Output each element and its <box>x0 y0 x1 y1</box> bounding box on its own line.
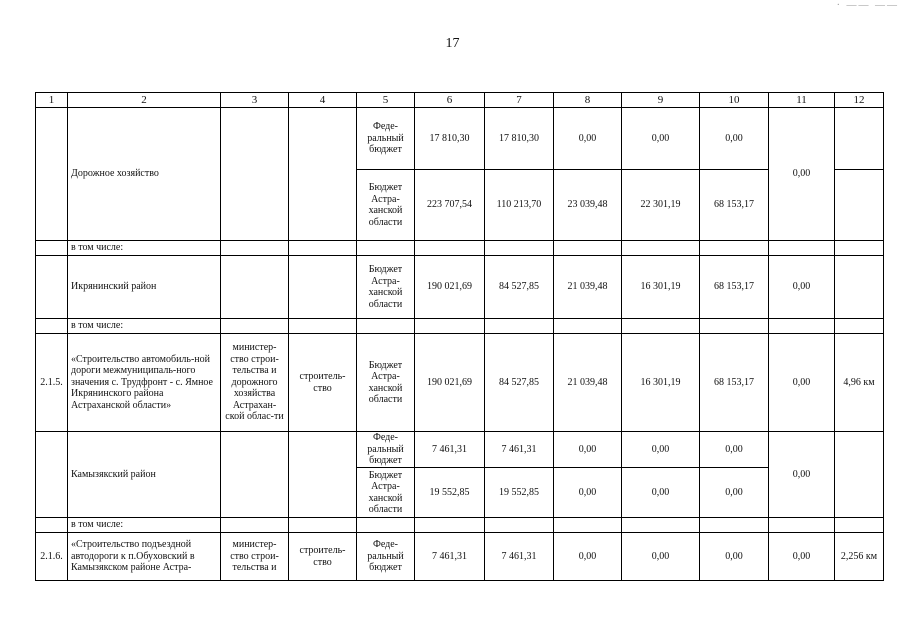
value-cell: 21 039,48 <box>554 256 622 319</box>
value-cell: 7 461,31 <box>485 533 554 581</box>
funding-source: Бюджет Астра-ханской области <box>357 468 415 518</box>
value-cell: 17 810,30 <box>415 108 485 170</box>
header-cell: 7 <box>485 93 554 108</box>
value-cell: 0,00 <box>769 256 835 319</box>
value-cell: 0,00 <box>622 533 700 581</box>
page-number: 17 <box>445 36 460 51</box>
table-row <box>36 533 884 581</box>
value-cell: 7 461,31 <box>415 533 485 581</box>
value-cell: 21 039,48 <box>554 334 622 432</box>
value-cell: 0,00 <box>622 432 700 468</box>
value-cell: 0,00 <box>769 108 835 241</box>
funding-source: Бюджет Астра-ханской области <box>357 334 415 432</box>
section-name: Дорожное хозяйство <box>68 108 221 241</box>
header-cell: 10 <box>700 93 769 108</box>
header-cell: 4 <box>289 93 357 108</box>
value-cell: 0,00 <box>622 468 700 518</box>
table-row <box>36 319 884 334</box>
value-cell: 7 461,31 <box>415 432 485 468</box>
table-row <box>36 334 884 432</box>
value-cell: 0,00 <box>769 432 835 518</box>
value-cell: 0,00 <box>554 533 622 581</box>
funding-source: Феде-ральный бюджет <box>357 533 415 581</box>
value-cell: 0,00 <box>769 334 835 432</box>
table-row <box>36 241 884 256</box>
district-name: Камызякский район <box>68 432 221 518</box>
length-cell: 2,256 км <box>835 533 884 581</box>
value-cell: 0,00 <box>700 533 769 581</box>
corner-marks: · —— —— <box>836 0 899 11</box>
value-cell: 0,00 <box>554 468 622 518</box>
funding-source: Феде-ральный бюджет <box>357 432 415 468</box>
value-cell: 68 153,17 <box>700 334 769 432</box>
executor: министер-ство строи-тельства и дорожного хозяйства Астрахан-ской облас-ти <box>221 334 289 432</box>
value-cell: 0,00 <box>554 108 622 170</box>
value-cell: 7 461,31 <box>485 432 554 468</box>
project-name: «Строительство автомобиль-ной дороги межмуниципаль-ного значения с. Трудфронт - с. Ямное Икрянинского района Астраханской области» <box>68 334 221 432</box>
value-cell: 190 021,69 <box>415 256 485 319</box>
table-row <box>36 432 884 468</box>
value-cell: 68 153,17 <box>700 256 769 319</box>
value-cell: 19 552,85 <box>415 468 485 518</box>
length-cell: 4,96 км <box>835 334 884 432</box>
value-cell: 16 301,19 <box>622 256 700 319</box>
subheading: в том числе: <box>68 518 221 533</box>
subheading: в том числе: <box>68 241 221 256</box>
header-row <box>36 93 884 108</box>
item-number: 2.1.6. <box>36 533 68 581</box>
value-cell: 190 021,69 <box>415 334 485 432</box>
project-name: «Строительство подъездной автодороги к п.Обуховский в Камызякском районе Астра- <box>68 533 221 581</box>
table-row <box>36 256 884 319</box>
district-name: Икрянинский район <box>68 256 221 319</box>
table-row <box>36 108 884 170</box>
budget-table <box>35 92 884 581</box>
executor: министер-ство строи-тельства и <box>221 533 289 581</box>
item-number: 2.1.5. <box>36 334 68 432</box>
value-cell: 223 707,54 <box>415 170 485 241</box>
value-cell: 0,00 <box>700 108 769 170</box>
value-cell: 0,00 <box>769 533 835 581</box>
funding-source: Бюджет Астра-ханской области <box>357 256 415 319</box>
funding-source: Феде-ральный бюджет <box>357 108 415 170</box>
header-cell: 6 <box>415 93 485 108</box>
value-cell: 17 810,30 <box>485 108 554 170</box>
header-cell: 8 <box>554 93 622 108</box>
value-cell: 0,00 <box>554 432 622 468</box>
header-cell: 5 <box>357 93 415 108</box>
value-cell: 0,00 <box>700 432 769 468</box>
value-cell: 68 153,17 <box>700 170 769 241</box>
header-cell: 9 <box>622 93 700 108</box>
value-cell: 84 527,85 <box>485 334 554 432</box>
value-cell: 23 039,48 <box>554 170 622 241</box>
header-cell: 12 <box>835 93 884 108</box>
value-cell: 0,00 <box>622 108 700 170</box>
value-cell: 16 301,19 <box>622 334 700 432</box>
table-row <box>36 518 884 533</box>
header-cell: 3 <box>221 93 289 108</box>
header-cell: 1 <box>36 93 68 108</box>
value-cell: 22 301,19 <box>622 170 700 241</box>
funding-source: Бюджет Астра-ханской области <box>357 170 415 241</box>
work-type: строитель-ство <box>289 334 357 432</box>
value-cell: 19 552,85 <box>485 468 554 518</box>
work-type: строитель-ство <box>289 533 357 581</box>
value-cell: 84 527,85 <box>485 256 554 319</box>
value-cell: 0,00 <box>700 468 769 518</box>
header-cell: 2 <box>68 93 221 108</box>
value-cell: 110 213,70 <box>485 170 554 241</box>
subheading: в том числе: <box>68 319 221 334</box>
header-cell: 11 <box>769 93 835 108</box>
